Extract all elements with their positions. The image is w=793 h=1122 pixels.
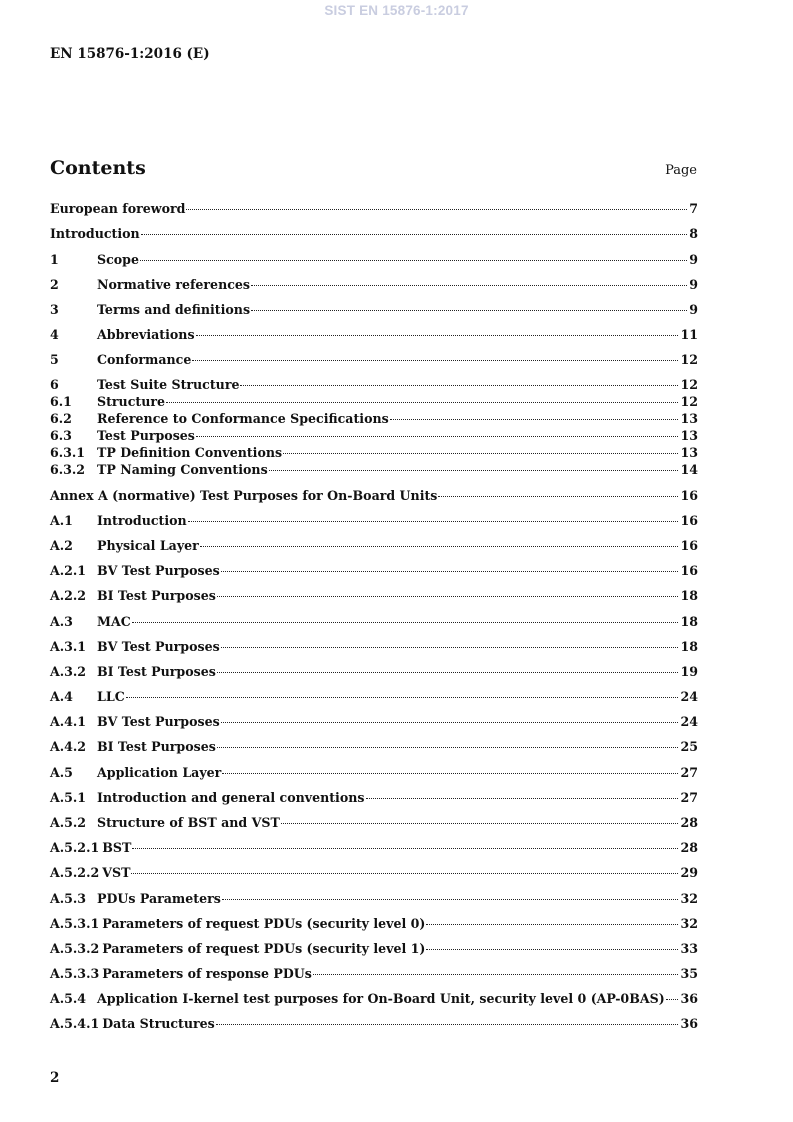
toc-entry-number: A.4.2	[50, 739, 87, 754]
toc-entry[interactable]	[50, 427, 698, 444]
toc-entry-title: BST	[102, 840, 132, 855]
dot-leader	[438, 495, 678, 497]
toc-entry[interactable]	[50, 537, 698, 554]
toc-entry[interactable]	[50, 351, 698, 368]
toc-entry-number: A.2.2	[50, 588, 87, 603]
toc-entry-title: Application Layer	[97, 765, 222, 780]
toc-entry[interactable]	[50, 301, 698, 318]
toc-entry-title: Abbreviations	[97, 327, 195, 342]
toc-entry-number: A.5.3.3	[50, 966, 100, 981]
dot-leader	[426, 923, 678, 925]
toc-entry-title: Conformance	[97, 352, 192, 367]
dot-leader	[666, 998, 679, 1000]
toc-entry-title: TP Definition Conventions	[97, 445, 283, 460]
watermark: SIST EN 15876-1:2017	[324, 3, 469, 18]
toc-entry-number: A.5.3.2	[50, 941, 100, 956]
toc-entry[interactable]	[50, 461, 698, 478]
toc-entry-title: Annex A (normative) Test Purposes for On-Board Units	[50, 488, 438, 503]
page-number: 2	[50, 1070, 60, 1086]
toc-entry-number: A.5.3.1	[50, 916, 100, 931]
toc-entry-title: Scope	[97, 252, 139, 267]
dot-leader	[216, 1023, 679, 1025]
toc-entry-title: Structure of BST and VST	[97, 815, 280, 830]
toc-entry[interactable]	[50, 864, 698, 881]
toc-entry[interactable]	[50, 764, 698, 781]
toc-entry[interactable]	[50, 444, 698, 461]
toc-entry-page: 12	[680, 352, 698, 367]
dot-leader	[140, 259, 687, 261]
dot-leader	[222, 772, 678, 774]
toc-entry-title: PDUs Parameters	[97, 891, 221, 906]
toc-entry[interactable]	[50, 200, 698, 217]
toc-entry-title: Parameters of request PDUs (security level 1)	[102, 941, 426, 956]
toc-entry[interactable]	[50, 613, 698, 630]
dot-leader	[221, 570, 679, 572]
contents-title: Contents	[50, 157, 146, 179]
toc-entry-page: 24	[680, 714, 698, 729]
toc-entry[interactable]	[50, 688, 698, 705]
toc-entry-title: Terms and definitions	[97, 302, 251, 317]
dot-leader	[196, 435, 679, 437]
toc-entry[interactable]	[50, 393, 698, 410]
toc-entry-page: 18	[680, 614, 698, 629]
page-column-label: Page	[665, 163, 697, 178]
toc-entry-number: 6.3	[50, 428, 72, 443]
toc-entry-page: 29	[680, 865, 698, 880]
toc-entry[interactable]	[50, 487, 698, 504]
dot-leader	[390, 418, 679, 420]
toc-entry-page: 16	[680, 488, 698, 503]
toc-entry[interactable]	[50, 839, 698, 856]
toc-entry[interactable]	[50, 376, 698, 393]
dot-leader	[132, 621, 679, 623]
toc-entry-number: A.1	[50, 513, 73, 528]
toc-entry-number: A.3.2	[50, 664, 87, 679]
dot-leader	[217, 746, 679, 748]
toc-entry-number: 6.2	[50, 411, 72, 426]
toc-entry-number: A.3	[50, 614, 73, 629]
toc-entry-title: BI Test Purposes	[97, 588, 216, 603]
toc-entry-title: Reference to Conformance Specifications	[97, 411, 389, 426]
toc-entry-title: TP Naming Conventions	[97, 462, 268, 477]
toc-entry-title: Physical Layer	[97, 538, 199, 553]
toc-entry-title: BI Test Purposes	[97, 664, 216, 679]
toc-entry-page: 13	[680, 445, 698, 460]
toc-entry-title: Introduction	[50, 226, 140, 241]
toc-entry-number: 5	[50, 352, 59, 367]
toc-entry[interactable]	[50, 225, 698, 242]
toc-entry-page: 9	[689, 277, 698, 292]
toc-entry-title: BV Test Purposes	[97, 563, 220, 578]
dot-leader	[132, 847, 678, 849]
toc-entry-title: Structure	[97, 394, 165, 409]
toc-entry-number: A.3.1	[50, 639, 87, 654]
toc-entry-number: 3	[50, 302, 59, 317]
document-header: EN 15876-1:2016 (E)	[50, 46, 210, 62]
toc-entry-page: 9	[689, 302, 698, 317]
dot-leader	[281, 822, 679, 824]
dot-leader	[222, 898, 679, 900]
toc-entry[interactable]	[50, 326, 698, 343]
dot-leader	[217, 671, 679, 673]
dot-leader	[196, 334, 679, 336]
dot-leader	[269, 469, 679, 471]
toc-entry-page: 13	[680, 411, 698, 426]
toc-entry-number: A.5.2.1	[50, 840, 100, 855]
dot-leader	[200, 545, 679, 547]
toc-entry-page: 16	[680, 538, 698, 553]
toc-entry-page: 13	[680, 428, 698, 443]
toc-entry-number: 6	[50, 377, 59, 392]
toc-entry[interactable]	[50, 990, 698, 1007]
toc-entry-page: 36	[680, 991, 698, 1006]
toc-entry[interactable]	[50, 638, 698, 655]
toc-entry-title: Data Structures	[102, 1016, 215, 1031]
dot-leader	[221, 646, 679, 648]
dot-leader	[366, 797, 679, 799]
toc-entry-number: 1	[50, 252, 59, 267]
toc-entry[interactable]	[50, 410, 698, 427]
toc-entry[interactable]	[50, 512, 698, 529]
toc-entry-page: 36	[680, 1016, 698, 1031]
toc-entry-title: BV Test Purposes	[97, 714, 220, 729]
toc-entry-page: 9	[689, 252, 698, 267]
toc-entry-title: Introduction and general conventions	[97, 790, 365, 805]
toc-entry[interactable]	[50, 713, 698, 730]
dot-leader	[188, 520, 679, 522]
dot-leader	[131, 872, 678, 874]
dot-leader	[141, 233, 688, 235]
toc-entry[interactable]	[50, 276, 698, 293]
dot-leader	[426, 948, 678, 950]
toc-entry-page: 14	[680, 462, 698, 477]
toc-entry-number: A.2	[50, 538, 73, 553]
toc-entry-number: A.2.1	[50, 563, 87, 578]
dot-leader	[251, 284, 687, 286]
toc-entry-page: 28	[680, 840, 698, 855]
toc-entry[interactable]	[50, 965, 698, 982]
toc-entry-page: 8	[689, 226, 698, 241]
toc-entry-page: 11	[680, 327, 698, 342]
toc-entry-title: Introduction	[97, 513, 187, 528]
toc-entry[interactable]	[50, 738, 698, 755]
toc-entry-number: A.5.2	[50, 815, 87, 830]
toc-entry-number: A.5.3	[50, 891, 87, 906]
toc-entry[interactable]	[50, 587, 698, 604]
toc-entry-number: 4	[50, 327, 59, 342]
toc-entry-page: 12	[680, 394, 698, 409]
toc-entry[interactable]	[50, 562, 698, 579]
toc-entry-title: LLC	[97, 689, 125, 704]
toc-entry-page: 32	[680, 916, 698, 931]
toc-entry-title: Parameters of request PDUs (security level 0)	[102, 916, 426, 931]
toc-entry[interactable]	[50, 915, 698, 932]
toc-entry[interactable]	[50, 1015, 698, 1032]
dot-leader	[217, 595, 679, 597]
toc-entry-title: Application I-kernel test purposes for On-Board Unit, security level 0 (AP-0BAS)	[97, 991, 665, 1006]
toc-entry[interactable]	[50, 814, 698, 831]
toc-entry-page: 18	[680, 588, 698, 603]
dot-leader	[192, 359, 678, 361]
toc-entry-number: A.5	[50, 765, 73, 780]
toc-entry-number: A.5.4	[50, 991, 87, 1006]
toc-entry-number: 6.1	[50, 394, 72, 409]
dot-leader	[186, 208, 687, 210]
toc-entry-page: 32	[680, 891, 698, 906]
toc-entry[interactable]	[50, 940, 698, 957]
dot-leader	[251, 309, 687, 311]
toc-entry-page: 18	[680, 639, 698, 654]
toc-entry-title: BI Test Purposes	[97, 739, 216, 754]
dot-leader	[240, 384, 678, 386]
toc-entry-title: European foreword	[50, 201, 186, 216]
toc-entry-number: A.5.1	[50, 790, 87, 805]
toc-entry-number: A.4.1	[50, 714, 87, 729]
dot-leader	[283, 452, 678, 454]
toc-entry-number: A.5.2.2	[50, 865, 100, 880]
toc-entry-title: Normative references	[97, 277, 251, 292]
toc-entry-title: VST	[102, 865, 131, 880]
toc-entry-page: 28	[680, 815, 698, 830]
toc-entry-number: A.4	[50, 689, 73, 704]
toc-entry-page: 12	[680, 377, 698, 392]
toc-entry-number: 6.3.1	[50, 445, 86, 460]
dot-leader	[221, 721, 679, 723]
toc-entry-title: Test Suite Structure	[97, 377, 240, 392]
toc-entry[interactable]	[50, 890, 698, 907]
toc-entry[interactable]	[50, 251, 698, 268]
toc-entry-title: MAC	[97, 614, 131, 629]
toc-entry-page: 27	[680, 790, 698, 805]
toc-entry[interactable]	[50, 789, 698, 806]
toc-entry-number: 6.3.2	[50, 462, 86, 477]
dot-leader	[313, 973, 679, 975]
dot-leader	[126, 696, 679, 698]
toc-entry-page: 27	[680, 765, 698, 780]
toc-entry-page: 35	[680, 966, 698, 981]
toc-entry-page: 16	[680, 513, 698, 528]
toc-entry-page: 33	[680, 941, 698, 956]
toc-entry-page: 24	[680, 689, 698, 704]
toc-entry-page: 16	[680, 563, 698, 578]
toc-entry-page: 7	[689, 201, 698, 216]
toc-entry-number: A.5.4.1	[50, 1016, 100, 1031]
toc-entry-title: Parameters of response PDUs	[102, 966, 312, 981]
toc-entry-title: Test Purposes	[97, 428, 195, 443]
dot-leader	[166, 401, 678, 403]
toc-entry-title: BV Test Purposes	[97, 639, 220, 654]
toc-entry[interactable]	[50, 663, 698, 680]
toc-entry-page: 19	[680, 664, 698, 679]
toc-entry-number: 2	[50, 277, 59, 292]
toc-entry-page: 25	[680, 739, 698, 754]
